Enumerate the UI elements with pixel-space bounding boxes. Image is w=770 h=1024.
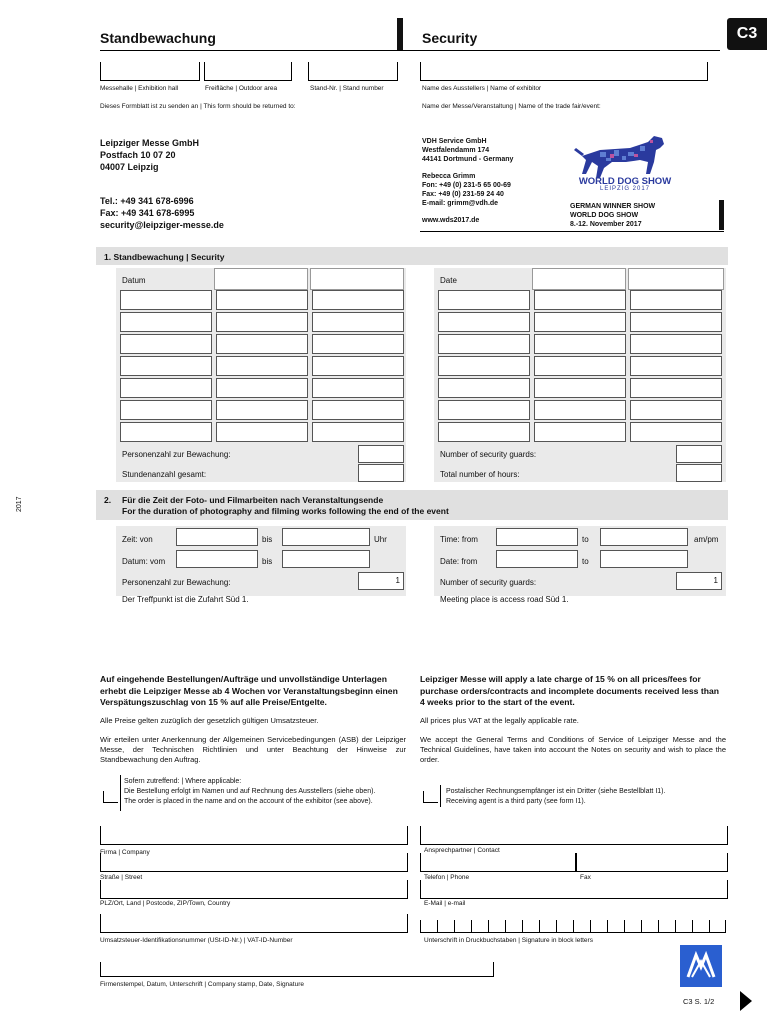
- organizer-street: Westfalendamm 174: [422, 147, 490, 154]
- s2-time-from-en-label: Time: from: [440, 535, 478, 544]
- s1-date-de-2[interactable]: [120, 312, 212, 332]
- street-field[interactable]: [100, 853, 408, 872]
- billing-option-2: [446, 787, 726, 807]
- s1-date-en-4[interactable]: [438, 356, 530, 376]
- company-field[interactable]: [100, 826, 408, 845]
- s1-to-en-6[interactable]: [630, 400, 722, 420]
- s1-persons-de-input[interactable]: [358, 445, 404, 463]
- event-dates: 8.-12. November 2017: [570, 221, 642, 228]
- s1-to-en-5[interactable]: [630, 378, 722, 398]
- s2-date-to-de[interactable]: [282, 550, 370, 568]
- fax-label: Fax: [580, 874, 591, 881]
- s1-from-de-1[interactable]: [216, 290, 308, 310]
- recipient-tel: Tel.: +49 341 678-6996: [100, 196, 194, 206]
- s2-date-from-de[interactable]: [176, 550, 258, 568]
- s1-date-de-7[interactable]: [120, 422, 212, 442]
- s1-from-en-5[interactable]: [534, 378, 626, 398]
- s1-date-de-5[interactable]: [120, 378, 212, 398]
- page-title-en: Security: [422, 30, 478, 46]
- area-label: Freifläche | Outdoor area: [205, 85, 278, 92]
- s2-ampm: am/pm: [694, 535, 719, 544]
- stamp-signature-field[interactable]: [100, 962, 494, 977]
- hall-label: Messehalle | Exhibition hall: [100, 85, 179, 92]
- stand-number-field[interactable]: [308, 62, 398, 81]
- billing-opt1-en: The order is placed in the name and on the account of the exhibitor (see above).: [124, 798, 373, 805]
- organizer-email[interactable]: E-mail: grimm@vdh.de: [422, 200, 499, 207]
- s2-persons-de-input[interactable]: [358, 572, 404, 590]
- section2-num: 2.: [104, 495, 112, 505]
- s1-date-en-5[interactable]: [438, 378, 530, 398]
- recipient-fax: Fax: +49 341 678-6995: [100, 208, 195, 218]
- s2-persons-en-label: Number of security guards:: [440, 578, 537, 587]
- email-field[interactable]: [420, 880, 728, 899]
- organizer-fax: Fax: +49 (0) 231-59 24 40: [422, 191, 504, 198]
- logo-name: WORLD DOG SHOW: [578, 176, 672, 187]
- event-bar: [719, 200, 724, 230]
- s1-to-de-1[interactable]: [312, 290, 404, 310]
- billing-opt2-de: Postalischer Rechnungsempfänger ist ein Dritter (siehe Bestellblatt I1).: [446, 788, 666, 795]
- terms-de-accept: Wir erteilen unter Anerkennung der Allgemeinen Servicebedingungen (ASB) der Leipziger Messe, der Technischen Richtlinien und unter Beachtung der Hinweise zur Standbewachung den Auftrag.: [100, 735, 406, 764]
- return-label: Dieses Formblatt ist zu senden an | This form should be returned to:: [100, 103, 296, 110]
- s2-time-to-en[interactable]: [600, 528, 688, 546]
- exhibitor-label: Name des Ausstellers | Name of exhibitor: [422, 85, 542, 92]
- recipient-company: Leipziger Messe GmbH: [100, 138, 200, 148]
- organizer-fon: Fon: +49 (0) 231-5 65 00-69: [422, 182, 511, 189]
- s1-hours-en-input[interactable]: [676, 464, 722, 482]
- s1-from-de-4[interactable]: [216, 356, 308, 376]
- s1-to-en-7[interactable]: [630, 422, 722, 442]
- billing-opt1-de: Die Bestellung erfolgt im Namen und auf Rechnung des Ausstellers (siehe oben).: [124, 788, 376, 795]
- s2-persons-de-label: Personenzahl zur Bewachung:: [122, 578, 231, 587]
- terms-de-late-charge: Auf eingehende Bestellungen/Aufträge und unvollständige Unterlagen erhebt die Leipziger Messe ab 4 Wochen vor Veranstaltungsbeginn einen Verspätungszuschlag von 15 % auf alle Preise/Entgelte.: [100, 674, 398, 707]
- s1-to-de-6[interactable]: [312, 400, 404, 420]
- s2-time-to-de[interactable]: [282, 528, 370, 546]
- organizer-city: 44141 Dortmund - Germany: [422, 156, 514, 163]
- terms-en-late-charge: Leipziger Messe will apply a late charge of 15 % on all prices/fees for purchase orders/contracts and incomplete documents received less than 4 weeks prior to the start of the event.: [420, 674, 719, 707]
- col-date-de: Datum: [122, 276, 146, 285]
- phone-label: Telefon | Phone: [424, 874, 470, 881]
- s1-date-en-3[interactable]: [438, 334, 530, 354]
- company-label: Firma | Company: [100, 849, 150, 856]
- s2-time-from-de-label: Zeit: von: [122, 535, 153, 544]
- s1-date-de-4[interactable]: [120, 356, 212, 376]
- s1-from-en-6[interactable]: [534, 400, 626, 420]
- s1-to-en-2[interactable]: [630, 312, 722, 332]
- section2-title-en: For the duration of photography and filming works following the end of the event: [122, 506, 449, 516]
- s1-to-en-3[interactable]: [630, 334, 722, 354]
- persons-label-en: Number of security guards:: [440, 450, 537, 459]
- organizer-block: [422, 137, 513, 225]
- s1-to-de-5[interactable]: [312, 378, 404, 398]
- stamp-label: Firmenstempel, Datum, Unterschrift | Company stamp, Date, Signature: [100, 981, 304, 988]
- s1-persons-en-input[interactable]: [676, 445, 722, 463]
- s2-bis-2: bis: [262, 557, 273, 566]
- block-letters-field[interactable]: [420, 932, 726, 933]
- billing-option-2-checkbox[interactable]: [423, 791, 438, 803]
- s1-date-de-6[interactable]: [120, 400, 212, 420]
- col-date-en: Date: [440, 276, 457, 285]
- s1-date-de-3[interactable]: [120, 334, 212, 354]
- s2-date-from-en-label: Date: from: [440, 557, 478, 566]
- s1-from-de-7[interactable]: [216, 422, 308, 442]
- s2-date-to-en[interactable]: [600, 550, 688, 568]
- terms-de-vat: Alle Preise gelten zuzüglich der gesetzlich gültigen Umsatzsteuer.: [100, 716, 319, 725]
- s1-to-de-2[interactable]: [312, 312, 404, 332]
- form-code: C3: [736, 25, 758, 42]
- s1-from-en-3[interactable]: [534, 334, 626, 354]
- s2-to-1: to: [582, 535, 589, 544]
- event-line-2: WORLD DOG SHOW: [570, 212, 639, 219]
- s2-date-from-en[interactable]: [496, 550, 578, 568]
- recipient-address: [100, 137, 199, 173]
- s1-from-en-4[interactable]: [534, 356, 626, 376]
- leipziger-messe-logo: [680, 945, 722, 987]
- billing-option-1-checkbox[interactable]: [103, 791, 118, 803]
- stand-label: Stand-Nr. | Stand number: [310, 85, 384, 92]
- logo-sub: LEIPZIG 2017: [599, 186, 651, 192]
- s1-to-de-3[interactable]: [312, 334, 404, 354]
- fair-label: Name der Messe/Veranstaltung | Name of the trade fair/event:: [422, 103, 601, 110]
- billing-opt2-en: Receiving agent is a third party (see form I1).: [446, 798, 586, 805]
- next-page-arrow-icon[interactable]: [740, 991, 752, 1011]
- s1-from-en-2[interactable]: [534, 312, 626, 332]
- city-field[interactable]: [100, 880, 408, 899]
- s1-to-en-4[interactable]: [630, 356, 722, 376]
- terms-en-vat: All prices plus VAT at the legally applicable rate.: [420, 716, 579, 725]
- s2-bis-1: bis: [262, 535, 273, 544]
- s1-to-en-1[interactable]: [630, 290, 722, 310]
- hours-label-de: Stundenanzahl gesamt:: [122, 470, 207, 479]
- lm-logo-icon: [680, 945, 722, 987]
- recipient-street: Postfach 10 07 20: [100, 150, 176, 160]
- s2-time-from-en[interactable]: [496, 528, 578, 546]
- street-label: Straße | Street: [100, 874, 143, 881]
- phone-field[interactable]: [420, 853, 576, 872]
- organizer-name: VDH Service GmbH: [422, 138, 487, 145]
- contact-field[interactable]: [420, 826, 728, 845]
- page-title-de: Standbewachung: [100, 30, 216, 46]
- exhibition-hall-field[interactable]: [100, 62, 200, 81]
- city-label: PLZ/Ort, Land | Postcode, ZIP/Town, Country: [100, 900, 231, 907]
- vat-id-field[interactable]: [100, 914, 408, 933]
- s1-date-en-7[interactable]: [438, 422, 530, 442]
- organizer-web[interactable]: www.wds2017.de: [422, 217, 480, 224]
- s1-from-en-1[interactable]: [534, 290, 626, 310]
- s2-date-from-de-label: Datum: vom: [122, 557, 166, 566]
- recipient-city: 04007 Leipzig: [100, 162, 159, 172]
- section2-titles: [122, 495, 449, 517]
- s1-from-de-5[interactable]: [216, 378, 308, 398]
- event-info: [570, 202, 655, 229]
- s1-from-de-2[interactable]: [216, 312, 308, 332]
- s1-date-de-1[interactable]: [120, 290, 212, 310]
- s1-hours-de-input[interactable]: [358, 464, 404, 482]
- outdoor-area-field[interactable]: [204, 62, 292, 81]
- s1-from-en-7[interactable]: [534, 422, 626, 442]
- side-year: 2017: [16, 496, 23, 512]
- section2-title-de: Für die Zeit der Foto- und Filmarbeiten nach Veranstaltungsende: [122, 495, 384, 505]
- s1-date-en-6[interactable]: [438, 400, 530, 420]
- fax-field[interactable]: [576, 853, 728, 872]
- s2-uhr: Uhr: [374, 535, 387, 544]
- s2-meeting-de: Der Treffpunkt ist die Zufahrt Süd 1.: [122, 595, 249, 604]
- recipient-email[interactable]: security@leipziger-messe.de: [100, 220, 224, 230]
- terms-en-accept: We accept the General Terms and Conditions of Service of Leipziger Messe and the Technical Guidelines, have taken into account the Notes on security and wish to place the order.: [420, 735, 726, 764]
- s2-persons-en-value: 1: [713, 576, 718, 585]
- vat-id-label: Umsatzsteuer-Identifikationsnummer (USt-ID-Nr.) | VAT-ID-Number: [100, 937, 293, 944]
- section1-title: 1. Standbewachung | Security: [104, 252, 225, 262]
- form-code-tab: [727, 18, 767, 50]
- page-number: C3 S. 1/2: [683, 997, 715, 1006]
- s2-persons-en-input[interactable]: [676, 572, 722, 590]
- block-letters-label: Unterschrift in Druckbuchstaben | Signature in block letters: [424, 937, 593, 944]
- s2-persons-de-value: 1: [395, 576, 400, 585]
- organizer-contact: Rebecca Grimm: [422, 173, 476, 180]
- s1-date-en-2[interactable]: [438, 312, 530, 332]
- title-divider: [397, 18, 403, 50]
- billing-option-1: [124, 777, 414, 807]
- s2-meeting-en: Meeting place is access road Süd 1.: [440, 595, 569, 604]
- billing-applicable: Sofern zutreffend: | Where applicable:: [124, 778, 242, 785]
- recipient-contact: [100, 195, 224, 231]
- hours-label-en: Total number of hours:: [440, 470, 520, 479]
- s1-date-en-1[interactable]: [438, 290, 530, 310]
- s1-from-de-3[interactable]: [216, 334, 308, 354]
- s1-from-de-6[interactable]: [216, 400, 308, 420]
- persons-label-de: Personenzahl zur Bewachung:: [122, 450, 231, 459]
- s2-to-2: to: [582, 557, 589, 566]
- s1-to-de-7[interactable]: [312, 422, 404, 442]
- email-label: E-Mail | e-mail: [424, 900, 466, 907]
- event-line-1: GERMAN WINNER SHOW: [570, 203, 656, 210]
- contact-label: Ansprechpartner | Contact: [424, 847, 500, 854]
- exhibitor-name-field[interactable]: [420, 62, 708, 81]
- s1-to-de-4[interactable]: [312, 356, 404, 376]
- s2-time-from-de[interactable]: [176, 528, 258, 546]
